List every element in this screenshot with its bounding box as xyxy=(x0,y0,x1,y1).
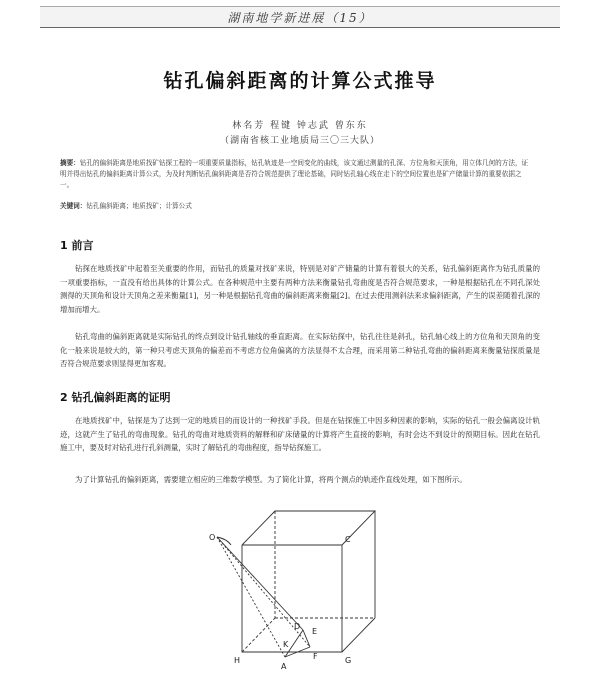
section-heading-intro: 1 前言 xyxy=(60,239,94,252)
label-a: A xyxy=(281,662,287,671)
label-f: F xyxy=(313,652,318,661)
section-heading-proof: 2 钻孔偏斜距离的证明 xyxy=(60,391,171,404)
running-header xyxy=(40,6,560,28)
section-intro-paragraph-2: 钻孔弯曲的偏斜距离就是实际钻孔的终点到设计钻孔轴线的垂直距离。在实际钻探中，钻孔往往是斜孔，钻孔轴心线上的方位角和天顶角的变化一般来说是较大的，第一种只考虑天顶角的偏差而不考虑方位角偏离的方法显得不太合理，而采用第二种钻孔弯曲的偏斜距离来衡量钻探质量是否符合规范要求则显得更加客观。 xyxy=(60,332,540,369)
cube-top-edges xyxy=(242,511,375,545)
label-o: O xyxy=(209,533,216,542)
abstract-text: 钻孔的偏斜距离是地质找矿钻探工程的一项重要质量指标，钻孔轨迹是一空间变化的曲线，该文通过测量的孔深、方位角和天顶角，用立体几何的方法，证明并得出钻孔的偏斜距离计算公式，为及时判断钻孔偏斜距离是否符合规范提供了理论基础，同时钻孔轴心线在走下的空间位置也是矿产储量计算的重要依据之一。 xyxy=(60,159,529,189)
label-c: C xyxy=(345,535,351,544)
cube-diagram xyxy=(205,497,400,677)
section-intro-paragraph-1: 钻探在地质找矿中起着至关重要的作用，而钻孔的质量对找矿来说，特别是对矿产储量的计算有着很大的关系，钻孔偏斜距离作为钻孔质量的一项重要指标，一直没有给出具体的计算公式。在各种规范中主要有两种方法来衡量钻孔弯曲度是否符合规范要求，一种是根据钻孔在不同孔深处测得的天顶角和设计天顶角之差来衡量[1]，另一种是根据钻孔弯曲的偏斜距离来衡量[2]。在过去使用测斜法来求偏斜距离，产生的误差随着孔深的增加而增大。 xyxy=(60,264,540,314)
paper-affiliation: （湖南省核工业地质局三〇三大队） xyxy=(219,136,380,146)
section-proof-paragraph-2: 为了计算钻孔的偏斜距离，需要建立相应的三维数学模型。为了简化计算，将两个测点的轨迹作直线处理，如下图所示。 xyxy=(75,475,467,484)
label-k: K xyxy=(283,640,289,649)
cube-hidden-edge-1 xyxy=(242,618,275,652)
paper-title: 钻孔偏斜距离的计算公式推导 xyxy=(163,70,437,92)
label-e: E xyxy=(312,627,318,636)
cube-bottom-right-edge xyxy=(342,618,375,652)
running-title: 湖南地学新进展（15） xyxy=(227,11,373,25)
keywords xyxy=(60,201,530,212)
abstract-label: 摘要： xyxy=(60,159,80,167)
paper-authors: 林名芳 程键 钟志武 曾东东 xyxy=(232,121,368,131)
design-axis-line xyxy=(217,537,303,630)
label-h: H xyxy=(234,656,241,665)
keywords-label: 关键词： xyxy=(60,202,87,210)
deviation-segment xyxy=(303,630,310,647)
label-d: D xyxy=(294,622,301,631)
label-g: G xyxy=(345,656,352,665)
cube-diagram-svg xyxy=(205,497,400,677)
abstract xyxy=(60,158,530,191)
keywords-text: 钻孔偏斜距离；地质找矿；计算公式 xyxy=(86,202,192,210)
section-proof-paragraph-1: 在地质找矿中，钻探是为了达到一定的地质目的而设计的一种找矿手段。但是在钻探施工中因多种因素的影响，实际的钻孔一般会偏离设计轨迹，这就产生了钻孔的弯曲现象。钻孔的弯曲对地质资料的解释和矿床储量的计算将产生直接的影响，有时会达不到设计的预期目标。因此在钻孔施工中，要及时对钻孔进行孔斜测量，实时了解钻孔的弯曲程度，指导钻探施工。 xyxy=(60,416,540,453)
